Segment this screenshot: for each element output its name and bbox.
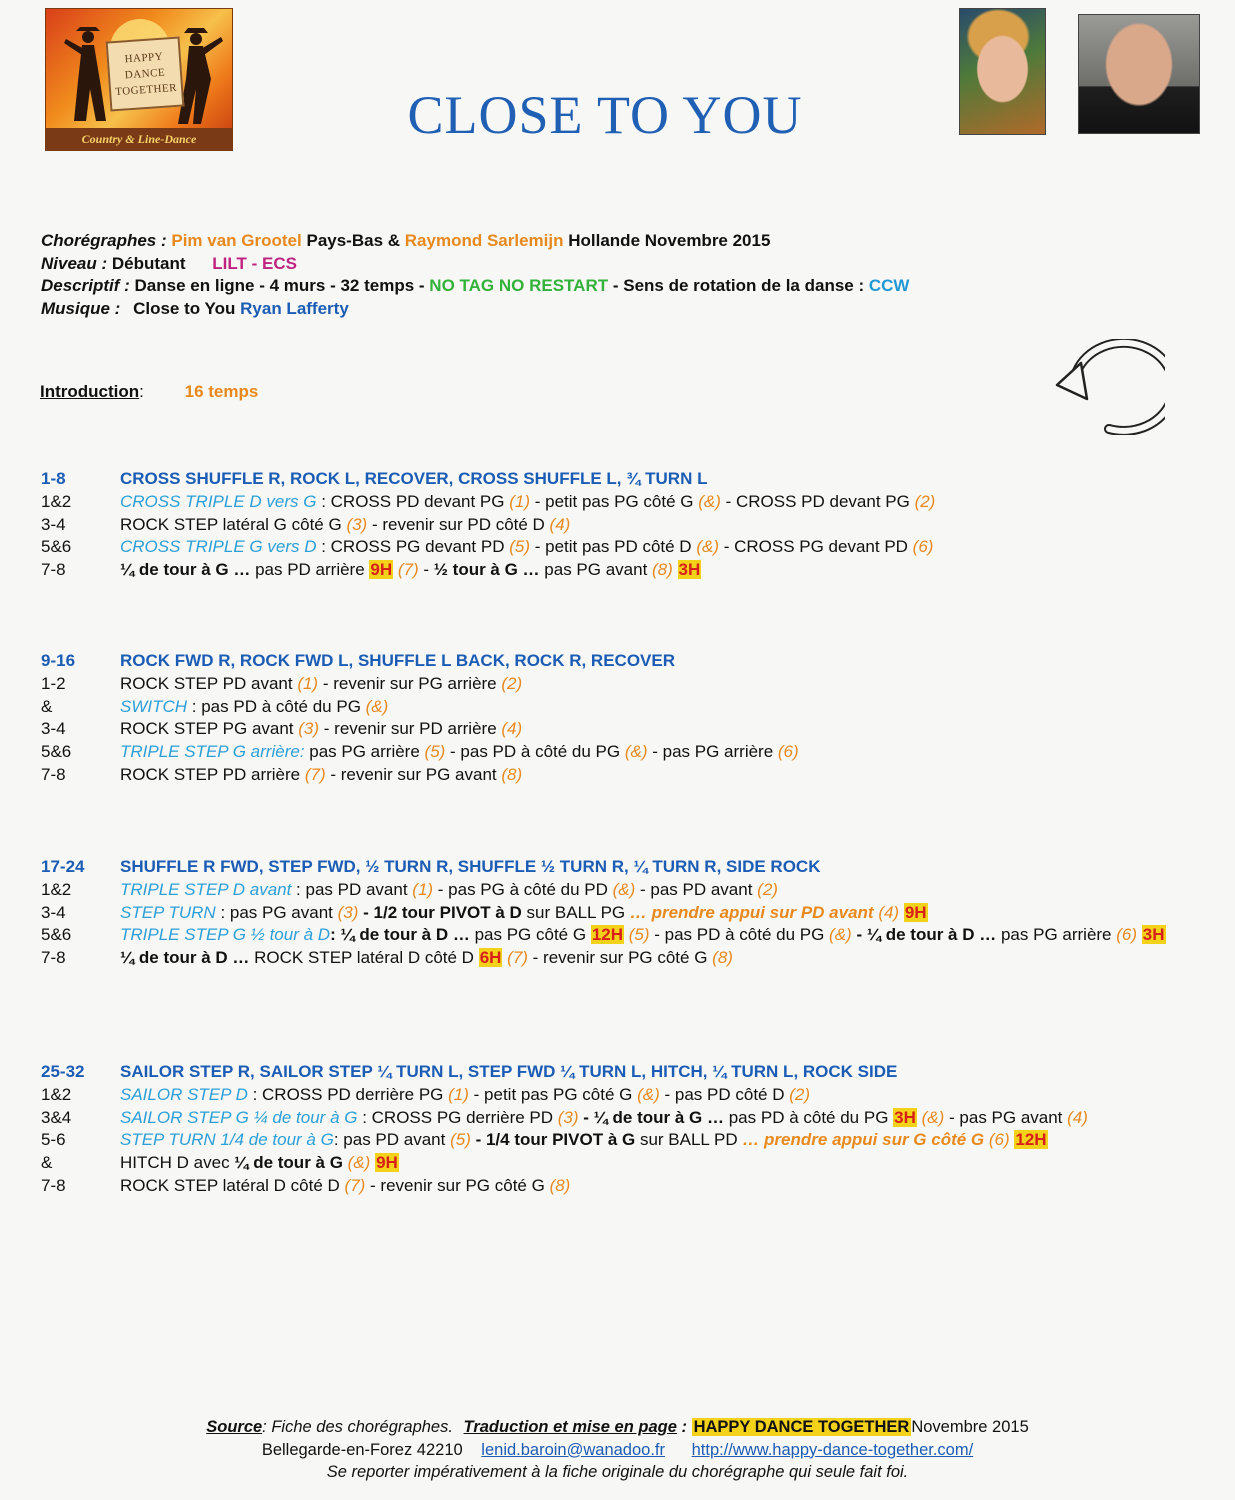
source-text: : Fiche des chorégraphes. [262,1418,453,1436]
beat-count: (8) [712,948,733,968]
music-label: Musique : [41,298,121,318]
step-description [120,947,1211,970]
section-counts: 17-24 [41,857,85,876]
step-description [120,1175,1211,1198]
step-description [120,879,1211,902]
beat-count: (2) [914,491,936,511]
step-name: CROSS TRIPLE D vers G [120,491,317,511]
step-name: SAILOR STEP D [120,1084,248,1104]
step-text: - revenir sur PD côté D [367,514,550,534]
step-row [41,559,1211,582]
section-17-24 [41,856,1211,970]
step-count: 7-8 [41,764,66,784]
beat-count: (6) [988,1130,1010,1150]
level-line [41,253,909,276]
logo [45,8,233,151]
wall-badge: 3H [678,560,701,580]
wall-badge: 6H [479,948,502,968]
step-text: - revenir sur PG côté G [527,948,713,968]
step-description [120,718,1211,741]
step-name: STEP TURN [120,902,216,922]
step-text: - revenir sur PG avant [325,764,502,784]
description-value: Danse en ligne - 4 murs - 32 temps - [134,276,425,295]
beat-count: (7) [344,1175,366,1195]
step-text: ROCK STEP PD arrière [120,764,305,784]
step-description [120,1129,1211,1152]
step-description [120,491,1211,514]
introduction-value: 16 temps [184,382,259,401]
wall-badge: 3H [1142,925,1165,945]
wall-badge: 3H [894,1107,916,1127]
beat-count: (2) [789,1084,810,1104]
choreographer-1-country: Pays-Bas & [306,231,401,250]
step-row [41,1175,1211,1198]
choreographer-photo-2 [1078,14,1200,134]
step-bold-text: ¼ de tour à G … [120,560,251,580]
step-text: - pas PD côté D [659,1084,790,1104]
choreographers-label: Chorégraphes : [41,231,167,250]
footer-disclaimer: Se reporter impérativement à la fiche originale du chorégraphe qui seule fait foi. [326,1463,909,1481]
choreographer-photo-1 [959,8,1046,135]
step-count: & [41,696,53,716]
beat-count: (6) [1116,925,1138,945]
step-text: : pas PG avant [215,902,338,922]
step-count: 3-4 [41,514,66,534]
introduction-label: Introduction [40,382,140,401]
step-text: ROCK STEP latéral D côté D [249,948,479,968]
section-1-8 [41,468,1211,582]
step-row [41,514,1211,537]
step-text: : CROSS PD derrière PG [247,1084,449,1104]
no-tag-badge: NO TAG NO RESTART [429,276,609,295]
beat-count: (&) [365,696,389,716]
step-description [120,1107,1211,1130]
logo-tagline: Country & Line-Dance [46,128,232,150]
beat-count: (4) [878,902,900,922]
section-counts: 25-32 [41,1062,85,1081]
beat-count: (2) [757,879,778,899]
wall-badge: 12H [1015,1130,1047,1150]
step-text: - revenir sur PD arrière [319,719,502,739]
step-count: 1&2 [41,1084,72,1104]
brand-name: HAPPY DANCE TOGETHER [693,1418,910,1436]
step-description [120,536,1211,559]
music-title: Close to You [133,298,236,318]
beat-count: (4) [549,514,571,534]
step-description [120,764,1211,787]
step-text: - [418,560,434,580]
step-count: 3-4 [41,719,66,739]
logo-line-1: HAPPY [124,50,164,66]
step-text: ROCK STEP PD avant [120,673,298,693]
translation-separator: : [681,1418,687,1436]
step-text: pas PD arrière [250,560,370,580]
step-name: TRIPLE STEP G arrière: [120,742,305,762]
step-bold-text: ¼ de tour à D … [120,948,250,968]
step-count: 7-8 [41,560,66,580]
source-label: Source [206,1418,263,1436]
beat-count: (&) [624,742,648,762]
level-tag: LILT - ECS [212,253,297,273]
section-header [41,1061,1211,1084]
beat-count: (4) [501,719,523,739]
beat-count: (1) [509,491,531,511]
step-count: 7-8 [41,948,66,968]
footer-address: Bellegarde-en-Forez 42210 [261,1440,463,1459]
step-row [41,696,1211,719]
logo-line-2: DANCE [124,66,166,82]
step-text: : pas PD avant [291,879,413,899]
beat-count: (5) [450,1130,471,1150]
step-text: - revenir sur PG côté G [365,1175,550,1195]
step-name: STEP TURN 1/4 de tour à G [120,1130,334,1150]
beat-count: (5) [424,742,446,762]
step-name: TRIPLE STEP D avant [120,879,292,899]
step-description [120,902,1211,925]
translation-label: Traduction et mise en page [463,1418,677,1436]
section-header [41,468,1211,491]
step-description [120,514,1211,537]
step-row [41,1107,1211,1130]
beat-count: (5) [509,537,531,557]
choreographers-line [41,230,909,253]
step-bold-text: ¼ de tour à G [234,1153,343,1173]
step-text: pas PG côté G [469,925,591,945]
section-counts: 9-16 [41,651,76,670]
step-description [120,1084,1211,1107]
counter-clockwise-arrow-icon [1053,339,1165,435]
rotation-label: - Sens de rotation de la danse : [612,276,865,295]
section-counts: 1-8 [41,469,66,488]
step-row [41,924,1211,947]
wall-badge: 9H [376,1153,398,1173]
step-count: 1-2 [41,673,66,693]
step-text: : pas PD à côté du PG [187,696,366,716]
level-label: Niveau : [41,253,108,273]
section-header [41,650,1211,673]
email-link[interactable]: lenid.baroin@wanadoo.fr [481,1440,665,1459]
step-row [41,902,1211,925]
step-row [41,718,1211,741]
beat-count: (1) [412,879,434,899]
step-count: 1&2 [41,491,72,511]
step-text: - pas PD avant [635,879,758,899]
wall-badge: 9H [370,560,393,580]
step-text: - pas PG à côté du PD [433,879,613,899]
dance-info [41,230,909,320]
footer [0,1416,1235,1484]
step-text: : pas PD avant [333,1130,451,1150]
music-line [41,298,909,321]
step-bold-text: - ¼ de tour à D … [851,925,997,945]
step-text: ROCK STEP latéral D côté D [120,1175,345,1195]
section-title: ROCK FWD R, ROCK FWD L, SHUFFLE L BACK, ROCK R, RECOVER [120,651,675,670]
step-name: SAILOR STEP G ¼ de tour à G [120,1107,358,1127]
step-count: 1&2 [41,879,72,899]
section-title: SAILOR STEP R, SAILOR STEP ¼ TURN L, STEP FWD ¼ TURN L, HITCH, ¼ TURN L, ROCK SIDE [120,1062,898,1081]
step-row [41,741,1211,764]
step-bold-text: : ¼ de tour à D … [330,925,470,945]
step-text: - pas PG avant [944,1107,1068,1127]
beat-count: (1) [297,673,319,693]
section-25-32 [41,1061,1211,1198]
music-artist: Ryan Lafferty [240,298,349,318]
step-row [41,536,1211,559]
rotation-value: CCW [868,276,910,295]
description-label: Descriptif : [41,276,130,295]
description-line [41,275,909,298]
step-text: pas PG arrière [996,925,1117,945]
step-text: : CROSS PG derrière PD [357,1107,558,1127]
beat-count: (&) [696,537,719,557]
section-title: SHUFFLE R FWD, STEP FWD, ½ TURN R, SHUFFLE ½ TURN R, ¼ TURN R, SIDE ROCK [120,857,821,876]
step-text: - petit pas PG côté G [468,1084,638,1104]
logo-sign [106,37,185,112]
beat-count: (1) [448,1084,469,1104]
step-count: 3-4 [41,902,66,922]
beat-count: (8) [652,560,673,580]
step-text: HITCH D avec [120,1153,235,1173]
step-name: SWITCH [120,696,188,716]
step-row [41,1152,1211,1175]
step-row [41,491,1211,514]
footer-credits [0,1416,1235,1439]
step-row [41,673,1211,696]
beat-count: (3) [298,719,320,739]
footer-contact [0,1439,1235,1462]
beat-count: (&) [921,1107,945,1127]
step-description [120,673,1211,696]
beat-count: (7) [304,764,326,784]
beat-count: (&) [698,491,721,511]
step-description [120,696,1211,719]
step-row [41,764,1211,787]
step-text: - pas PD à côté du PG [445,742,625,762]
step-text: - pas PD à côté du PG [649,925,830,945]
beat-count: (&) [612,879,636,899]
step-text: ROCK STEP PG avant [120,719,299,739]
step-bold-text: ½ tour à G … [433,560,540,580]
step-count: 5&6 [41,925,72,945]
beat-count: (3) [337,902,359,922]
step-name: CROSS TRIPLE G vers D [120,537,317,557]
wall-badge: 9H [904,902,927,922]
step-text: pas PG avant [539,560,653,580]
beat-count: (&) [637,1084,660,1104]
choreographer-2: Raymond Sarlemijn [404,231,564,250]
step-text: sur BALL PG [521,902,630,922]
step-description [120,559,1211,582]
step-text: - CROSS PG devant PD [718,537,913,557]
logo-line-3: TOGETHER [114,81,178,99]
section-title: CROSS SHUFFLE R, ROCK L, RECOVER, CROSS SHUFFLE L, ¾ TURN L [120,469,708,488]
step-description [120,741,1211,764]
choreographer-1: Pim van Grootel [171,231,302,250]
beat-count: (2) [501,673,523,693]
step-bold-text: - ¼ de tour à G … [578,1107,724,1127]
step-count: 3&4 [41,1107,72,1127]
step-description [120,924,1211,947]
step-bold-text: - 1/2 tour PIVOT à D [358,902,522,922]
step-text: - revenir sur PG arrière [318,673,502,693]
step-text: - petit pas PD côté D [530,537,697,557]
step-text: ROCK STEP latéral G côté G [120,514,347,534]
level-value: Débutant [111,253,186,273]
beat-count: (&) [342,1153,371,1173]
beat-count: (3) [557,1107,579,1127]
beat-count: (7) [507,948,528,968]
step-bold-text: - 1/4 tour PIVOT à G [470,1130,636,1150]
beat-count: (4) [1067,1107,1088,1127]
step-text: - CROSS PD devant PG [720,491,915,511]
step-count: 7-8 [41,1175,66,1195]
step-text: sur BALL PD [635,1130,743,1150]
step-description [120,1152,1211,1175]
beat-count: (7) [397,560,419,580]
step-count: & [41,1153,53,1173]
step-text: pas PG arrière [304,742,425,762]
step-row [41,879,1211,902]
beat-count: (&) [829,925,852,945]
step-row [41,1129,1211,1152]
step-row [41,1084,1211,1107]
step-name: TRIPLE STEP G ½ tour à D [120,925,331,945]
footer-date: Novembre 2015 [911,1418,1029,1436]
section-9-16 [41,650,1211,787]
wall-badge: 12H [591,925,623,945]
step-text: pas PD à côté du PG [724,1107,894,1127]
beat-count: (3) [346,514,368,534]
choreographer-2-country: Hollande Novembre 2015 [568,231,771,250]
website-link[interactable]: http://www.happy-dance-together.com/ [691,1440,974,1459]
step-text: - pas PG arrière [647,742,778,762]
step-text: : CROSS PG devant PD [316,537,510,557]
step-text: - petit pas PG côté G [530,491,699,511]
step-count: 5&6 [41,742,72,762]
step-note: … prendre appui sur PD avant [629,902,879,922]
step-note: … prendre appui sur G côté G [742,1130,989,1150]
beat-count: (8) [549,1175,571,1195]
beat-count: (5) [628,925,650,945]
beat-count: (8) [501,764,523,784]
section-header [41,856,1211,879]
step-count: 5&6 [41,537,72,557]
step-row [41,947,1211,970]
beat-count: (6) [777,742,799,762]
beat-count: (6) [912,537,934,557]
introduction-line: Introduction: 16 temps [40,382,259,401]
step-text: : CROSS PD devant PG [316,491,510,511]
page-title: CLOSE TO YOU [407,85,803,145]
step-count: 5-6 [41,1130,66,1150]
